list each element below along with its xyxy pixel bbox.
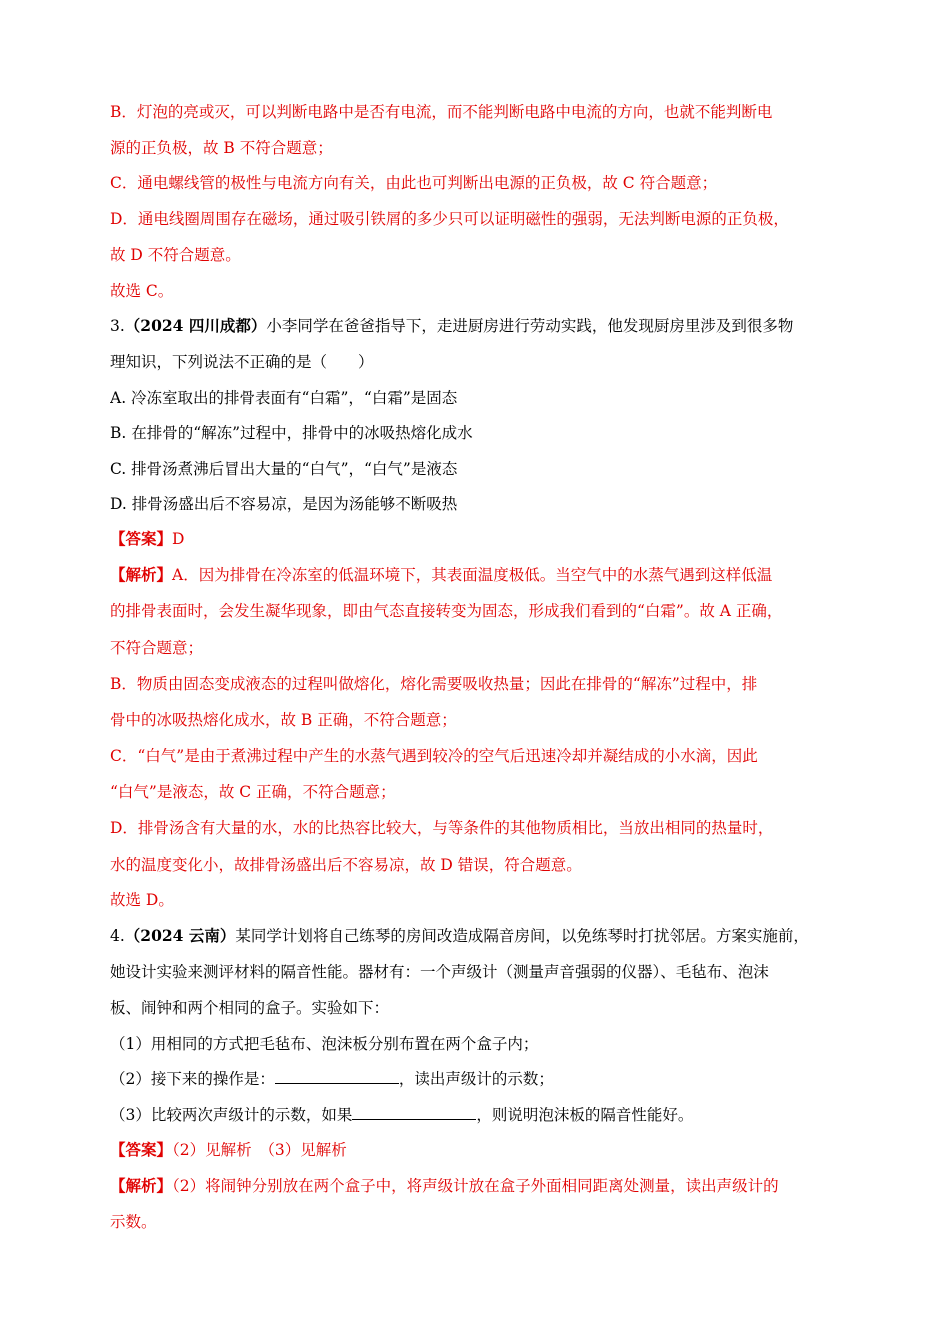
q2-option-d-analysis-line2: 故 D 不符合题意。 [110,246,241,264]
q4-step3-suffix: ，则说明泡沫板的隔音性能好。 [476,1106,694,1124]
q4-step2 [110,1068,850,1090]
q3-option-d: D. 排骨汤盛出后不容易凉，是因为汤能够不断吸热 [110,495,458,513]
q4-analysis-line2: 示数。 [110,1213,157,1231]
q3-analysis-line6: C．“白气”是由于煮沸过程中产生的水蒸气遇到较冷的空气后迅速冷却并凝结成的小水滴，因此 [110,747,758,765]
q4-answer-label: 【答案】 [110,1140,173,1159]
q3-analysis-line3: 不符合题意； [110,639,204,657]
q3-stem-line1 [110,315,850,337]
q4-step3 [110,1104,850,1126]
q2-option-d-analysis-line1: D．通电线圈周围存在磁场，通过吸引铁屑的多少只可以证明磁性的强弱，无法判断电源的正负极， [110,210,789,228]
q3-analysis-line5: 骨中的冰吸热熔化成水，故 B 正确，不符合题意； [110,711,457,729]
q4-step3-prefix: （3）比较两次声级计的示数，如果 [110,1106,353,1124]
q3-source: （2024 四川成都） [124,316,267,335]
q4-step2-suffix: ，读出声级计的示数； [398,1070,554,1088]
q4-stem-text: 某同学计划将自己练琴的房间改造成隔音房间，以免练琴时打扰邻居。方案实施前， [235,927,809,945]
q3-number: 3. [110,317,125,335]
q3-analysis-line8: D．排骨汤含有大量的水，水的比热容比较大，与等条件的其他物质相比，当放出相同的热量时， [110,819,774,837]
q4-source: （2024 云南） [124,926,236,945]
q4-analysis-line1 [110,1175,850,1197]
q4-analysis-label: 【解析】 [110,1176,173,1195]
q3-analysis-line2: 的排骨表面时，会发生凝华现象，即由气态直接转变为固态，形成我们看到的“白霜”。故 A 正确， [110,602,783,620]
q4-stem-line2: 她设计实验来测评材料的隔音性能。器材有：一个声级计（测量声音强弱的仪器）、毛毡布、泡沫 [110,963,769,981]
q4-step3-blank [352,1105,476,1120]
q3-answer-label: 【答案】 [110,529,173,548]
q3-analysis-label: 【解析】 [110,565,173,584]
q3-answer [110,528,850,550]
q3-option-b: B. 在排骨的“解冻”过程中，排骨中的冰吸热熔化成水 [110,424,473,442]
q3-selection: 故选 D。 [110,891,174,909]
q4-answer-value: （2）见解析 （3）见解析 [172,1141,347,1159]
q4-number: 4. [110,927,125,945]
q4-step2-blank [275,1069,399,1084]
q4-step1: （1）用相同的方式把毛毡布、泡沫板分别布置在两个盒子内； [110,1035,539,1053]
q4-answer [110,1139,850,1161]
q4-stem-line3: 板、闹钟和两个相同的盒子。实验如下： [110,999,390,1017]
q2-option-c-analysis: C．通电螺线管的极性与电流方向有关，由此也可判断出电源的正负极，故 C 符合题意； [110,174,718,192]
q4-analysis-text: （2）将闹钟分别放在两个盒子中，将声级计放在盒子外面相同距离处测量，读出声级计的 [172,1177,779,1195]
q4-stem-line1 [110,925,850,947]
q3-stem-line2: 理知识，下列说法不正确的是（ ） [110,353,374,371]
q3-analysis-line9: 水的温度变化小，故排骨汤盛出后不容易凉，故 D 错误，符合题意。 [110,856,582,874]
q3-option-a: A. 冷冻室取出的排骨表面有“白霜”，“白霜”是固态 [110,389,458,407]
q3-option-c: C. 排骨汤煮沸后冒出大量的“白气”，“白气”是液态 [110,460,458,478]
q3-stem-text: 小李同学在爸爸指导下，走进厨房进行劳动实践，他发现厨房里涉及到很多物 [266,317,794,335]
q4-step2-prefix: （2）接下来的操作是： [110,1070,275,1088]
q3-answer-value: D [172,530,185,548]
q3-analysis-line4: B．物质由固态变成液态的过程叫做熔化，熔化需要吸收热量；因此在排骨的“解冻”过程中，排 [110,675,758,693]
q2-selection: 故选 C。 [110,282,174,300]
q3-analysis-line7: “白气”是液态，故 C 正确，不符合题意； [110,783,396,801]
q2-option-b-analysis-line2: 源的正负极，故 B 不符合题意； [110,139,333,157]
q2-option-b-analysis-line1: B．灯泡的亮或灭，可以判断电路中是否有电流，而不能判断电路中电流的方向，也就不能判断电 [110,103,773,121]
q3-analysis-a1: A．因为排骨在冷冻室的低温环境下，其表面温度极低。当空气中的水蒸气遇到这样低温 [172,566,773,584]
q3-analysis-line1 [110,564,850,586]
